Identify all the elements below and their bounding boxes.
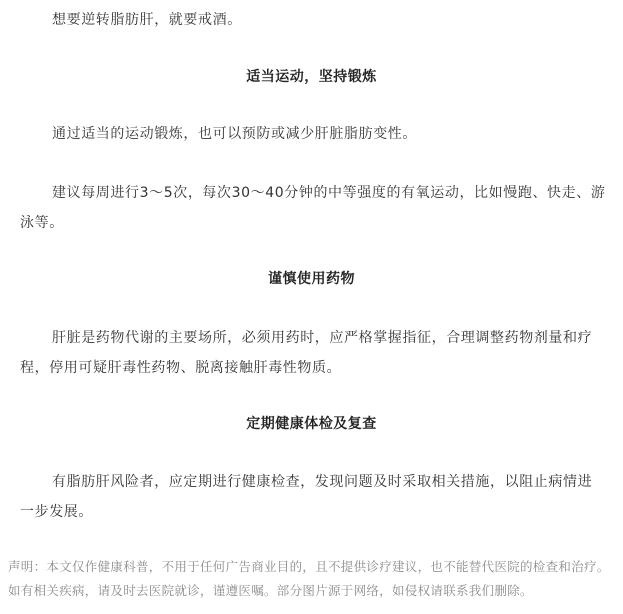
paragraph-medication: 肝脏是药物代谢的主要场所，必须用药时，应严格掌握指征，合理调整药物剂量和疗程，停用可疑肝毒性药物、脱离接触肝毒性物质。 xyxy=(20,330,593,376)
disclaimer-note: 声明：本文仅作健康科普，不用于任何广告商业目的，且不提供诊疗建议，也不能替代医院的检查和治疗。如有相关疾病，请及时去医院就诊，谨遵医嘱。部分图片源于网络，如侵权请联系我们删除。 xyxy=(8,559,610,598)
paragraph-checkup: 有脂肪肝风险者，应定期进行健康检查，发现问题及时采取相关措施，以阻止病情进一步发展。 xyxy=(20,474,593,520)
paragraph-exercise-benefit: 通过适当的运动锻炼，也可以预防或减少肝脏脂肪变性。 xyxy=(52,126,417,142)
paragraph-quit-alcohol: 想要逆转脂肪肝，就要戒酒。 xyxy=(52,12,242,28)
paragraph-exercise-advice: 建议每周进行3～5次，每次30～40分钟的中等强度的有氧运动，比如慢跑、快走、游泳等。 xyxy=(20,185,606,231)
section-heading-exercise: 适当运动，坚持锻炼 xyxy=(246,69,377,85)
section-heading-checkup: 定期健康体检及复查 xyxy=(246,416,377,432)
section-heading-medication: 谨慎使用药物 xyxy=(268,271,355,287)
